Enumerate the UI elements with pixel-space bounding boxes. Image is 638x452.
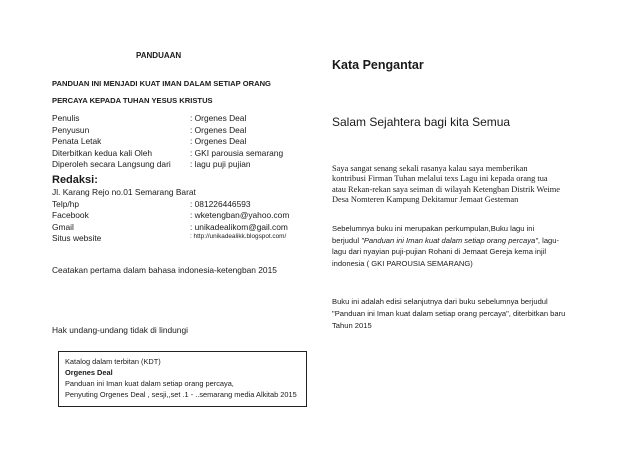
book-title-italic: "Panduan ini Iman kuat dalam setiap orang percaya" <box>361 235 538 245</box>
foreword-title: Kata Pengantar <box>332 58 424 72</box>
credit-row <box>52 147 314 159</box>
credits-list <box>52 112 314 170</box>
catalog-box <box>58 351 307 407</box>
credit-value: : Orgenes Deal <box>190 124 247 135</box>
credit-label: Penata Letak <box>52 136 102 147</box>
subtitle-line-2: PERCAYA KEPADA TUHAN YESUS KRISTUS <box>52 96 213 105</box>
subtitle-line-1: PANDUAN INI MENJADI KUAT IMAN DALAM SETIAP ORANG <box>52 79 271 88</box>
book-subtitle <box>52 75 314 109</box>
paragraph-line: atau Rekan-rekan saya seiman di wilayah Ketengban Distrik Weime <box>332 184 561 194</box>
text-span: berjudul <box>332 235 362 245</box>
catalog-book-title: Panduan ini Iman kuat dalam setiap orang percaya, <box>65 379 234 388</box>
website-value: : http://unikadealikk.blogspot.com/ <box>190 233 287 241</box>
paragraph-line: Desa Nomteren Kampung Dekitamur Jemaat Gesteman <box>332 195 519 205</box>
paragraph-line: kontribusi Firman Tuhan melalui texs Lagu ini kepada orang tua <box>332 174 548 184</box>
redaksi-list <box>52 186 314 244</box>
copyright-note: Hak undang-undang tidak di lindungi <box>52 325 188 335</box>
redaksi-row <box>52 186 314 198</box>
credit-label: Diterbitkan kedua kali Oleh <box>52 147 153 158</box>
paragraph-line: "Panduan ini Iman kuat dalam setiap orang percaya", diterbitkan baru <box>332 309 566 318</box>
foreword-paragraph-3 <box>332 296 598 332</box>
redaksi-label: Telp/hp <box>52 198 80 209</box>
text-span: , lagu- <box>537 235 560 245</box>
credit-value: : Orgenes Deal <box>190 136 247 147</box>
paragraph-line: Sebelumnya buku ini merupakan perkumpulan,Buku lagu ini <box>332 224 535 233</box>
first-printing-note: Ceatakan pertama dalam bahasa indonesia-ketengban 2015 <box>52 265 277 275</box>
paragraph-line: Saya sangat senang sekali rasanya kalau saya memberikan <box>332 164 528 173</box>
redaksi-label: Gmail <box>52 221 74 232</box>
credit-row <box>52 135 314 147</box>
paragraph-line: Buku ini adalah edisi selanjutnya dari buku sebelumnya berjudul <box>332 297 548 306</box>
phone-value: : 081226446593 <box>190 198 251 209</box>
credit-label: Penyusun <box>52 124 90 135</box>
paragraph-line: lagu dari nyayian puji-pujian Rohani di Jemaat Gereja kema injil <box>332 247 547 257</box>
catalog-title: Katalog dalam terbitan (KDT) <box>65 357 161 366</box>
redaksi-label: Situs website <box>52 233 102 244</box>
foreword-paragraph-2 <box>332 223 598 269</box>
credit-label: Penulis <box>52 113 80 123</box>
redaksi-row <box>52 232 314 244</box>
facebook-value: : wketengban@yahoo.com <box>190 210 290 221</box>
credit-value: : lagu puji pujian <box>190 159 251 170</box>
redaksi-row <box>52 198 314 210</box>
greeting: Salam Sejahtera bagi kita Semua <box>332 115 511 129</box>
catalog-author: Orgenes Deal <box>65 368 113 377</box>
credit-value: : GKI parousia semarang <box>190 147 284 158</box>
paragraph-line: Tahun 2015 <box>332 321 372 330</box>
paragraph-line <box>332 235 598 247</box>
redaksi-address: Jl. Karang Rejo no.01 Semarang Barat <box>52 187 196 197</box>
credit-row <box>52 112 314 124</box>
redaksi-row <box>52 209 314 221</box>
page-heading: PANDUAAN <box>136 51 182 60</box>
credit-label: Diperoleh secara Langsung dari <box>52 159 171 170</box>
paragraph-line: indonesia ( GKI PAROUSIA SEMARANG) <box>332 258 473 268</box>
credit-row <box>52 124 314 136</box>
gmail-value: : unikadealikom@gail.com <box>190 221 288 232</box>
redaksi-row <box>52 221 314 233</box>
foreword-paragraph-1 <box>332 164 598 206</box>
redaksi-title: Redaksi: <box>52 174 98 186</box>
catalog-publisher: Penyuting Orgenes Deal , sesji,,set .1 - ..semarang media Alkitab 2015 <box>65 390 297 399</box>
credit-value: : Orgenes Deal <box>190 113 247 123</box>
credit-row <box>52 158 314 170</box>
redaksi-label: Facebook <box>52 210 89 221</box>
